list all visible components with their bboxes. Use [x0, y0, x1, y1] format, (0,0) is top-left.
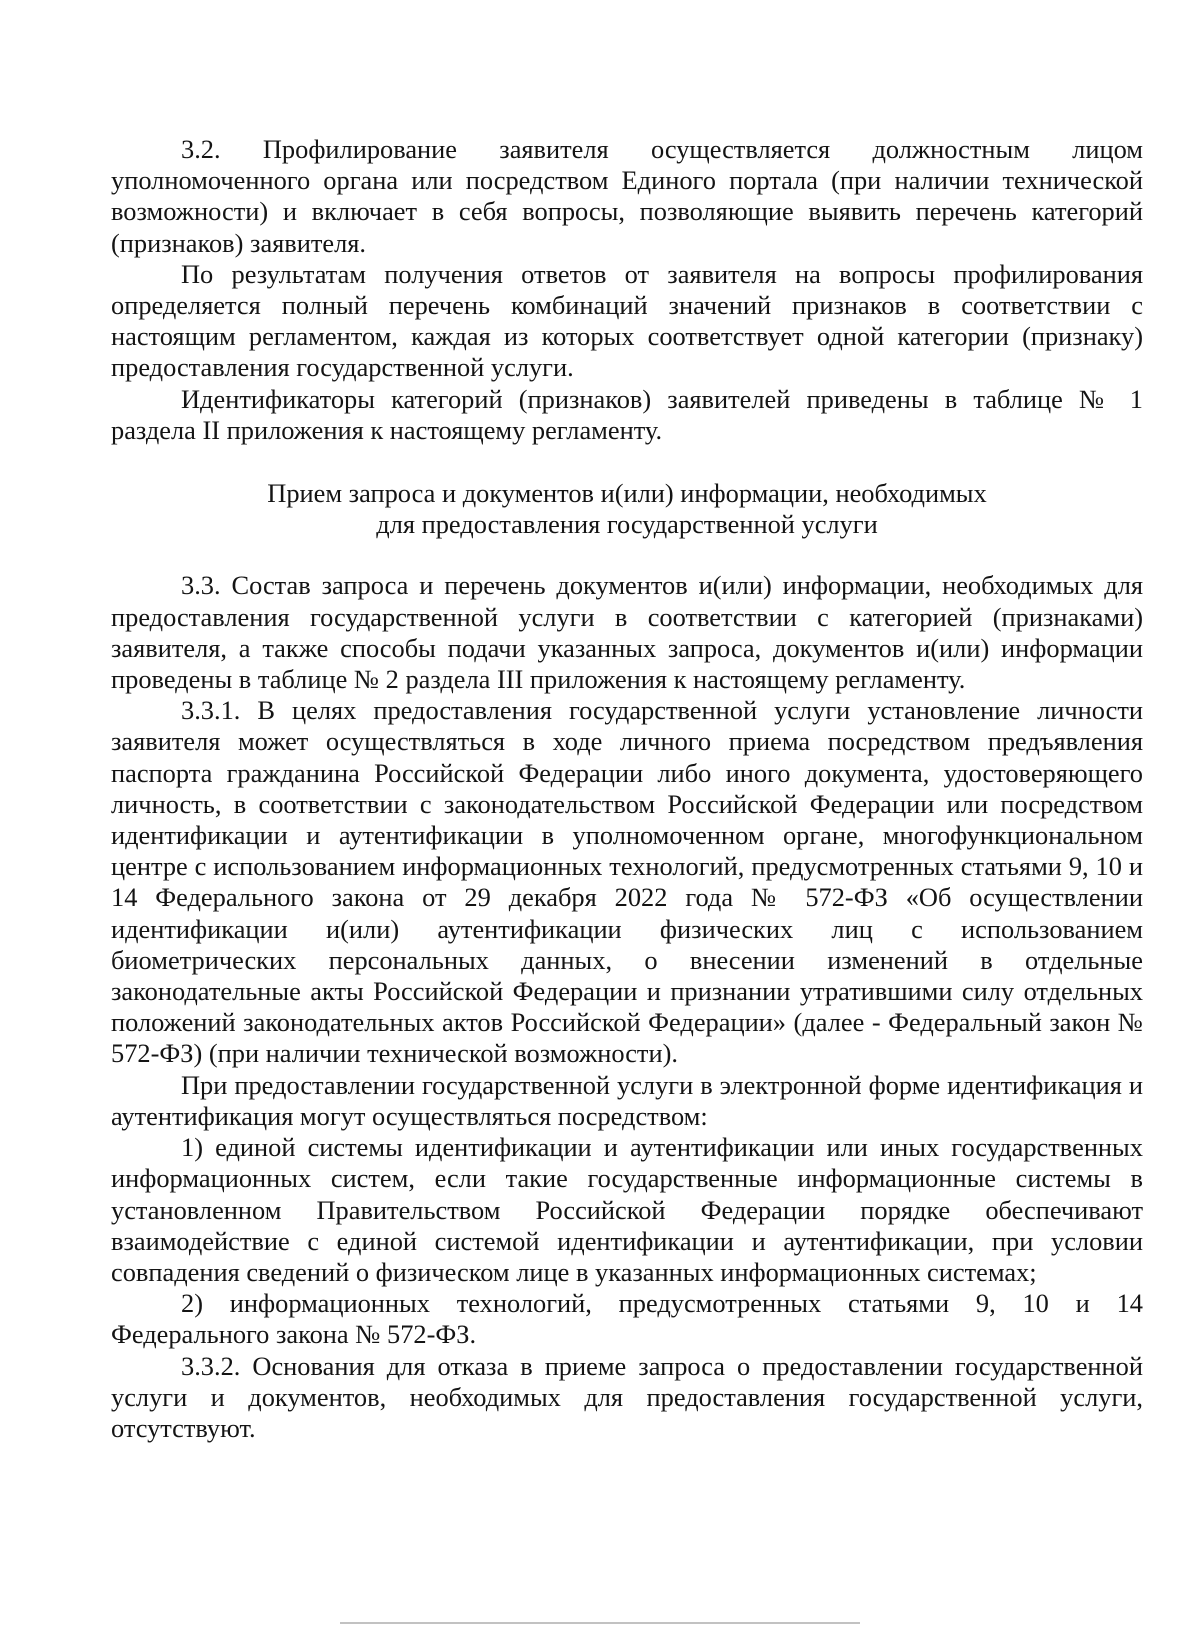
paragraph-3-3-1: 3.3.1. В целях предоставления государственной услуги установление личности заявителя может осуществляться в ходе личного приема посредством предъявления паспорта гражданина Российской Федерации либо иного документа, удостоверяющего личность, в соответствии с законодательством Российской Федерации или посредством идентификации и аутентификации в уполномоченном органе, многофункциональном центре с использованием информационных технологий, предусмотренных статьями 9, 10 и 14 Федерального закона от 29 декабря 2022 года № 572-ФЗ «Об осуществлении идентификации и(или) аутентификации физических лиц с использованием биометрических персональных данных, о внесении изменений в отдельные законодательные акты Российской Федерации и признании утратившими силу отдельных положений законодательных актов Российской Федерации» (далее - Федеральный закон № 572-ФЗ) (при наличии технической возможности).	[111, 695, 1143, 1069]
scan-artifact-line	[340, 1622, 860, 1624]
paragraph-3-3: 3.3. Состав запроса и перечень документов и(или) информации, необходимых для предоставления государственной услуги в соответствии с категорией (признаками) заявителя, а также способы подачи указанных запроса, документов и(или) информации проведены в таблице № 2 раздела III приложения к настоящему регламенту.	[111, 570, 1143, 695]
list-item-1: 1) единой системы идентификации и аутентификации или иных государственных информационных систем, если такие государственные информационные системы в установленном Правительством Российской Федерации порядке обеспечивают взаимодействие с единой системой идентификации и аутентификации, при условии совпадения сведений о физическом лице в указанных информационных системах;	[111, 1132, 1143, 1287]
paragraph-3-3-2: 3.3.2. Основания для отказа в приеме запроса о предоставлении государственной услуги и документов, необходимых для предоставления государственной услуги, отсутствуют.	[111, 1350, 1143, 1443]
list-item-2: 2) информационных технологий, предусмотренных статьями 9, 10 и 14 Федерального закона № 572-ФЗ.	[111, 1288, 1143, 1350]
document-body	[111, 134, 1143, 1444]
paragraph-3-2: 3.2. Профилирование заявителя осуществляется должностным лицом уполномоченного органа или посредством Единого портала (при наличии технической возможности) и включает в себя вопросы, позволяющие выявить перечень категорий (признаков) заявителя.	[111, 134, 1143, 258]
section-heading	[111, 478, 1143, 540]
paragraph-electronic-form: При предоставлении государственной услуги в электронной форме идентификация и аутентификация могут осуществляться посредством:	[111, 1069, 1143, 1131]
paragraph-identifiers: Идентификаторы категорий (признаков) заявителей приведены в таблице № 1 раздела II приложения к настоящему регламенту.	[111, 383, 1143, 445]
section-heading-line-2: для предоставления государственной услуги	[376, 509, 878, 540]
section-heading-line-1: Прием запроса и документов и(или) информации, необходимых	[267, 478, 987, 509]
paragraph-profiling-results: По результатам получения ответов от заявителя на вопросы профилирования определяется полный перечень комбинаций значений признаков в соответствии с настоящим регламентом, каждая из которых соответствует одной категории (признаку) предоставления государственной услуги.	[111, 258, 1143, 383]
